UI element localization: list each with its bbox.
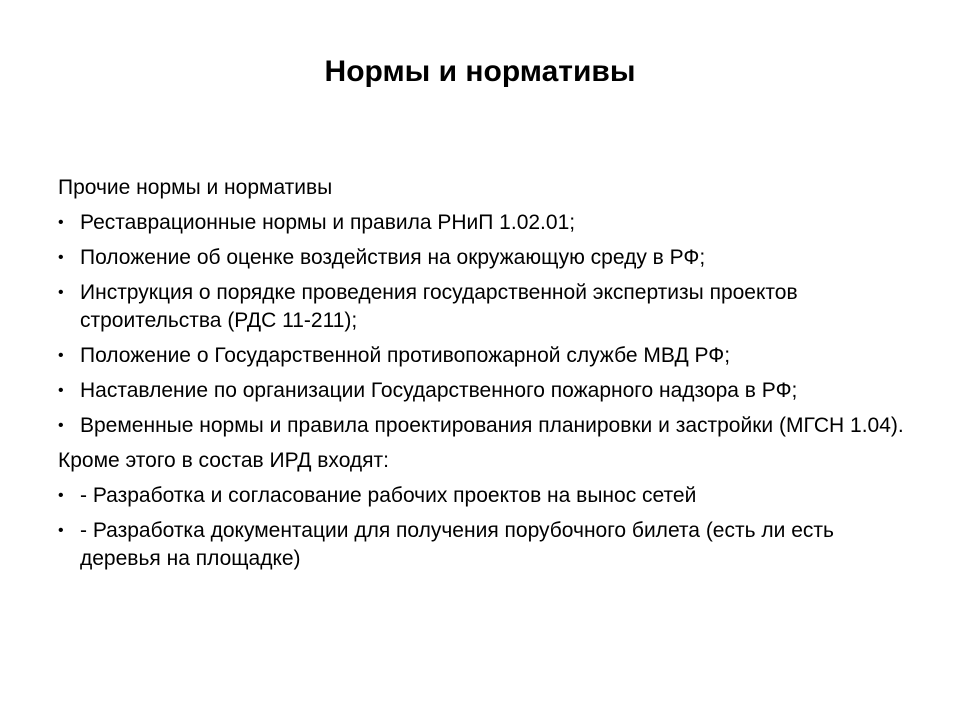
list-item-text: Положение об оценке воздействия на окружающую среду в РФ;: [80, 246, 706, 269]
list-item-text: Инструкция о порядке проведения государственной экспертизы проектов строительства (РДС 11-211);: [80, 281, 798, 332]
list-item: [58, 279, 918, 335]
list-item: [58, 412, 918, 440]
bullet-icon: •: [58, 487, 64, 504]
list-item-text: Реставрационные нормы и правила РНиП 1.02.01;: [80, 211, 576, 234]
intro-text: Прочие нормы и нормативы: [58, 176, 333, 199]
list-item: [58, 482, 918, 510]
list-item-text: Наставление по организации Государственного пожарного надзора в РФ;: [80, 379, 798, 402]
bullet-icon: •: [58, 382, 64, 399]
list-item: [58, 244, 918, 272]
bullet-icon: •: [58, 347, 64, 364]
bullet-icon: •: [58, 284, 64, 301]
list-item: [58, 517, 918, 573]
list-item: [58, 209, 918, 237]
bullet-icon: •: [58, 214, 64, 231]
bullet-icon: •: [58, 522, 64, 539]
section-heading: Кроме этого в состав ИРД входят:: [58, 449, 389, 472]
slide-content: [58, 174, 918, 580]
list-item-text: Временные нормы и правила проектирования планировки и застройки (МГСН 1.04).: [80, 414, 904, 437]
list-item-text: Положение о Государственной противопожарной службе МВД РФ;: [80, 344, 731, 367]
bullet-icon: •: [58, 249, 64, 266]
bullet-icon: •: [58, 417, 64, 434]
list-item-text: - Разработка документации для получения порубочного билета (есть ли есть деревья на площадке): [80, 519, 834, 570]
list-item-text: - Разработка и согласование рабочих проектов на вынос сетей: [80, 484, 697, 507]
list-item: [58, 342, 918, 370]
list-item: [58, 377, 918, 405]
slide-title: Нормы и нормативы: [324, 55, 636, 88]
